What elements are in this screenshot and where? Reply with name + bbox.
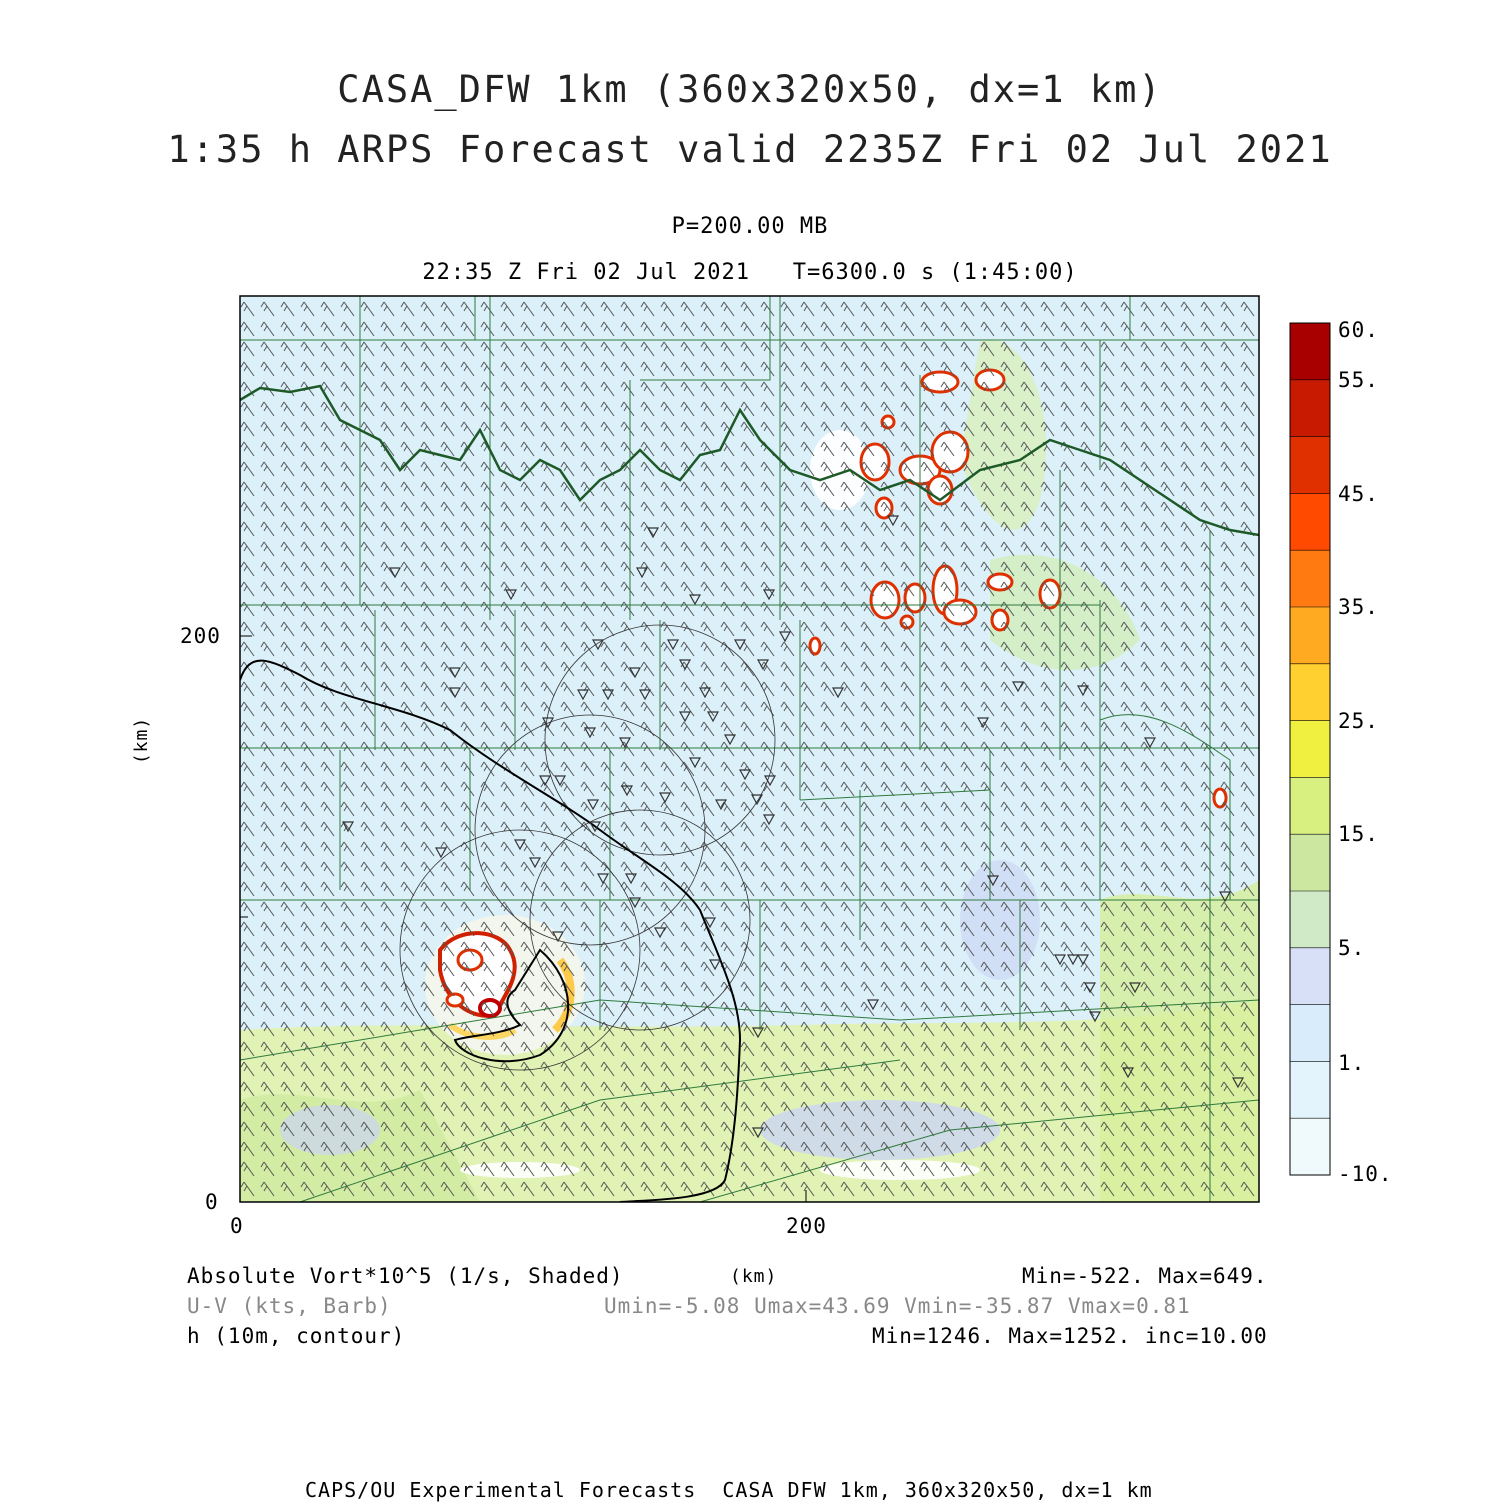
colorbar-segment xyxy=(1290,323,1330,380)
colorbar-label: 5. xyxy=(1338,936,1366,960)
colorbar-segment xyxy=(1290,1005,1330,1062)
colorbar-label: 60. xyxy=(1338,318,1379,342)
map-panel xyxy=(240,296,1259,1202)
legend-wind-stats: Umin=-5.08 Umax=43.69 Vmin=-35.87 Vmax=0.81 xyxy=(604,1294,1191,1318)
colorbar-segment xyxy=(1290,777,1330,834)
legend-field-vorticity: Absolute Vort*10^5 (1/s, Shaded) xyxy=(187,1264,624,1288)
colorbar-label: 15. xyxy=(1338,822,1379,846)
title-line-2: 1:35 h ARPS Forecast valid 2235Z Fri 02 Jul 2021 xyxy=(167,128,1333,171)
colorbar-segment xyxy=(1290,493,1330,550)
legend-field-wind: U-V (kts, Barb) xyxy=(187,1294,392,1318)
footer-credit: CAPS/OU Experimental Forecasts CASA DFW 1km, 360x320x50, dx=1 km xyxy=(305,1478,1153,1502)
legend-vorticity-stats: Min=-522. Max=649. xyxy=(1022,1264,1268,1288)
y-tick-200: 200 xyxy=(180,624,221,648)
legend-field-height: h (10m, contour) xyxy=(187,1324,406,1348)
colorbar-segment xyxy=(1290,380,1330,437)
colorbar-segment xyxy=(1290,437,1330,494)
colorbar-label: 45. xyxy=(1338,482,1379,506)
colorbar-label: 55. xyxy=(1338,368,1379,392)
valid-time-line: 22:35 Z Fri 02 Jul 2021 T=6300.0 s (1:45:00) xyxy=(422,260,1078,285)
colorbar-segment xyxy=(1290,891,1330,948)
colorbar-segment xyxy=(1290,834,1330,891)
title-line-1: CASA_DFW 1km (360x320x50, dx=1 km) xyxy=(337,68,1163,111)
colorbar-segment xyxy=(1290,948,1330,1005)
colorbar-segment xyxy=(1290,664,1330,721)
colorbar-label: -10. xyxy=(1338,1162,1393,1186)
colorbar-segment xyxy=(1290,1118,1330,1175)
colorbar-segment xyxy=(1290,607,1330,664)
colorbar-label: 1. xyxy=(1338,1051,1366,1075)
colorbar-segment xyxy=(1290,721,1330,778)
x-axis-label: (km) xyxy=(730,1266,778,1287)
legend-height-stats: Min=1246. Max=1252. inc=10.00 xyxy=(872,1324,1268,1348)
colorbar-segment xyxy=(1290,550,1330,607)
colorbar-label: 25. xyxy=(1338,709,1379,733)
y-tick-0: 0 xyxy=(205,1190,219,1214)
x-tick-200: 200 xyxy=(786,1214,827,1238)
colorbar xyxy=(1290,323,1330,1176)
x-tick-0: 0 xyxy=(230,1214,244,1238)
colorbar-label: 35. xyxy=(1338,595,1379,619)
colorbar-segment xyxy=(1290,1061,1330,1118)
pressure-level: P=200.00 MB xyxy=(671,214,829,239)
y-axis-label: (km) xyxy=(131,716,153,765)
wind-barbs xyxy=(240,296,1259,1202)
